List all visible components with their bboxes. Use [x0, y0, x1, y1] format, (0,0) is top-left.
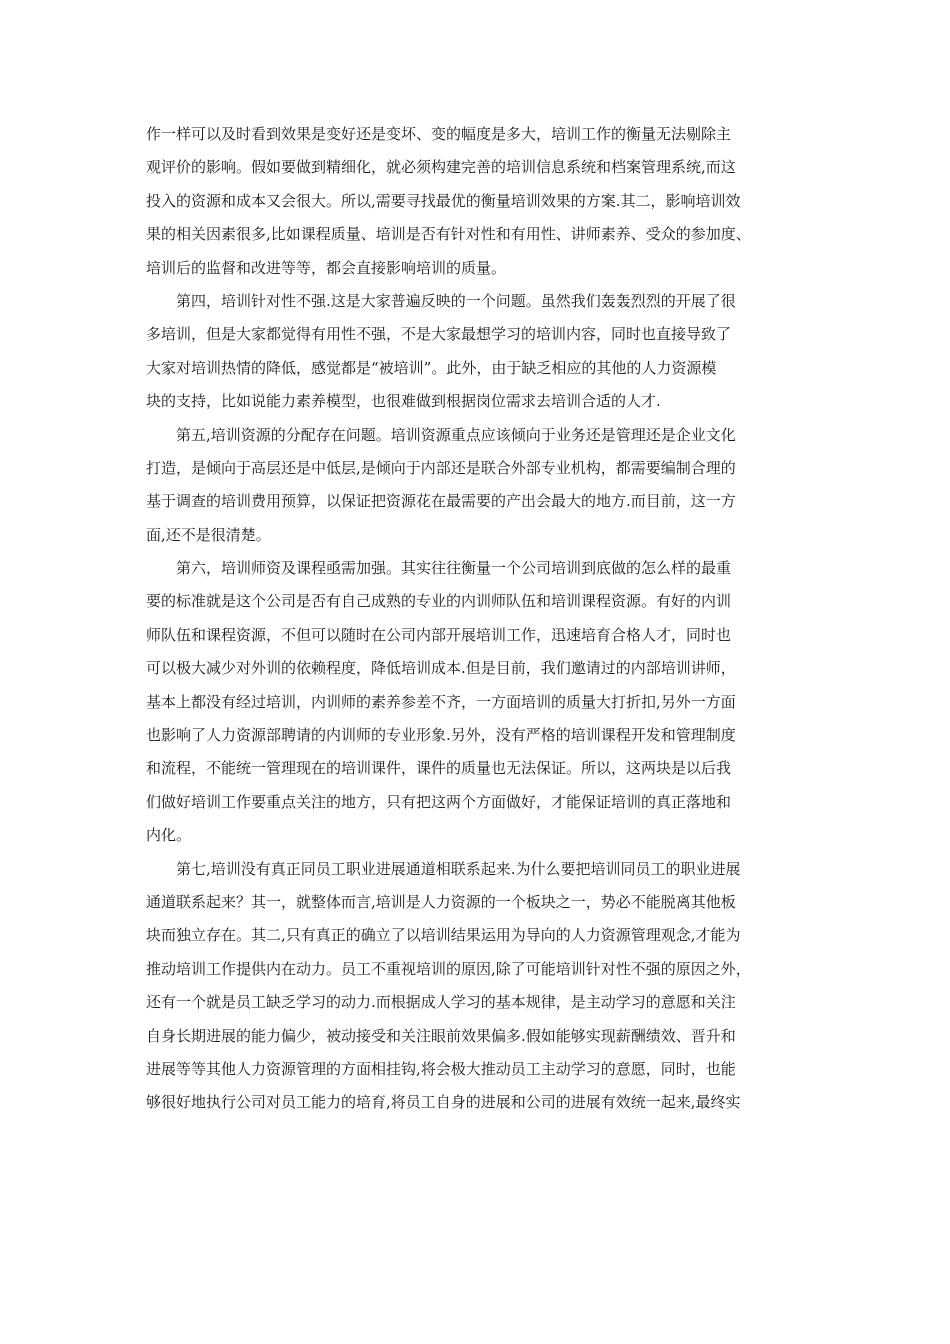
- document-body: [146, 118, 826, 1120]
- paragraph-first-line: 第七,培训没有真正同员工职业进展通道相联系起来.为什么要把培训同员工的职业进展: [176, 859, 741, 878]
- text-line: 块的支持，比如说能力素养模型，也很难做到根据岗位需求去培训合适的人才.: [146, 392, 661, 411]
- text-line: 果的相关因素很多,比如课程质量、培训是否有针对性和有用性、讲师素养、受众的参加度、: [146, 225, 751, 244]
- text-line: 和流程，不能统一管理现在的培训课件，课件的质量也无法保证。所以，这两块是以后我: [146, 759, 732, 778]
- text-line: 观评价的影响。假如要做到精细化，就必须构建完善的培训信息系统和档案管理系统,而这: [146, 158, 736, 177]
- text-line: 要的标准就是这个公司是否有自己成熟的专业的内训师队伍和培训课程资源。有好的内训: [146, 592, 732, 611]
- text-line: 基本上都没有经过培训，内训师的素养参差不齐，一方面培训的质量大打折扣,另外一方面: [146, 692, 736, 711]
- text-line: 通道联系起来？其一，就整体而言,培训是人力资源的一个板块之一，势必不能脱离其他板: [146, 892, 736, 911]
- text-line: 块而独立存在。其二,只有真正的确立了以培训结果运用为导向的人力资源管理观念,才能为: [146, 926, 741, 945]
- text-line: 投入的资源和成本又会很大。所以,需要寻找最优的衡量培训效果的方案.其二，影响培训效: [146, 191, 741, 210]
- text-line: 还有一个就是员工缺乏学习的动力.而根据成人学习的基本规律，是主动学习的意愿和关注: [146, 993, 736, 1012]
- text-line: 师队伍和课程资源，不但可以随时在公司内部开展培训工作，迅速培育合格人才，同时也: [146, 625, 732, 644]
- text-line: 多培训，但是大家都觉得有用性不强，不是大家最想学习的培训内容，同时也直接导致了: [146, 325, 732, 344]
- text-line: 也影响了人力资源部聘请的内训师的专业形象.另外，没有严格的培训课程开发和管理制度: [146, 726, 736, 745]
- text-line: 大家对培训热情的降低，感觉都是“被培训”。此外，由于缺乏相应的其他的人力资源模: [146, 358, 717, 377]
- text-line: 推动培训工作提供内在动力。员工不重视培训的原因,除了可能培训针对性不强的原因之外，: [146, 959, 751, 978]
- text-line: 进展等等其他人力资源管理的方面相挂钩,将会极大推动员工主动学习的意愿，同时，也能: [146, 1059, 736, 1078]
- paragraph-first-line: 第六，培训师资及课程亟需加强。其实往往衡量一个公司培训到底做的怎么样的最重: [176, 559, 732, 578]
- text-line: 够很好地执行公司对员工能力的培育,将员工自身的进展和公司的进展有效统一起来,最终实: [146, 1093, 741, 1112]
- text-line: 培训后的监督和改进等等，都会直接影响培训的质量。: [146, 258, 507, 277]
- text-line: 自身长期进展的能力偏少，被动接受和关注眼前效果偏多.假如能够实现薪酬绩效、晋升和: [146, 1026, 736, 1045]
- text-line: 作一样可以及时看到效果是变好还是变坏、变的幅度是多大，培训工作的衡量无法剔除主: [146, 125, 732, 143]
- paragraph-first-line: 第四，培训针对性不强.这是大家普遍反映的一个问题。虽然我们轰轰烈烈的开展了很: [176, 291, 736, 310]
- text-line: 打造，是倾向于高层还是中低层,是倾向于内部还是联合外部专业机构，都需要编制合理的: [146, 458, 736, 477]
- text-line: 基于调查的培训费用预算，以保证把资源花在最需要的产出会最大的地方.而目前，这一方: [146, 492, 736, 511]
- text-line: 内化。: [146, 826, 192, 845]
- text-line: 们做好培训工作要重点关注的地方，只有把这两个方面做好，才能保证培训的真正落地和: [146, 792, 732, 811]
- paragraph-first-line: 第五,培训资源的分配存在问题。培训资源重点应该倾向于业务还是管理还是企业文化: [176, 425, 736, 444]
- text-line: 面,还不是很清楚。: [146, 525, 271, 544]
- text-line: 可以极大减少对外训的依赖程度，降低培训成本.但是目前，我们邀请过的内部培训讲师，: [146, 659, 736, 678]
